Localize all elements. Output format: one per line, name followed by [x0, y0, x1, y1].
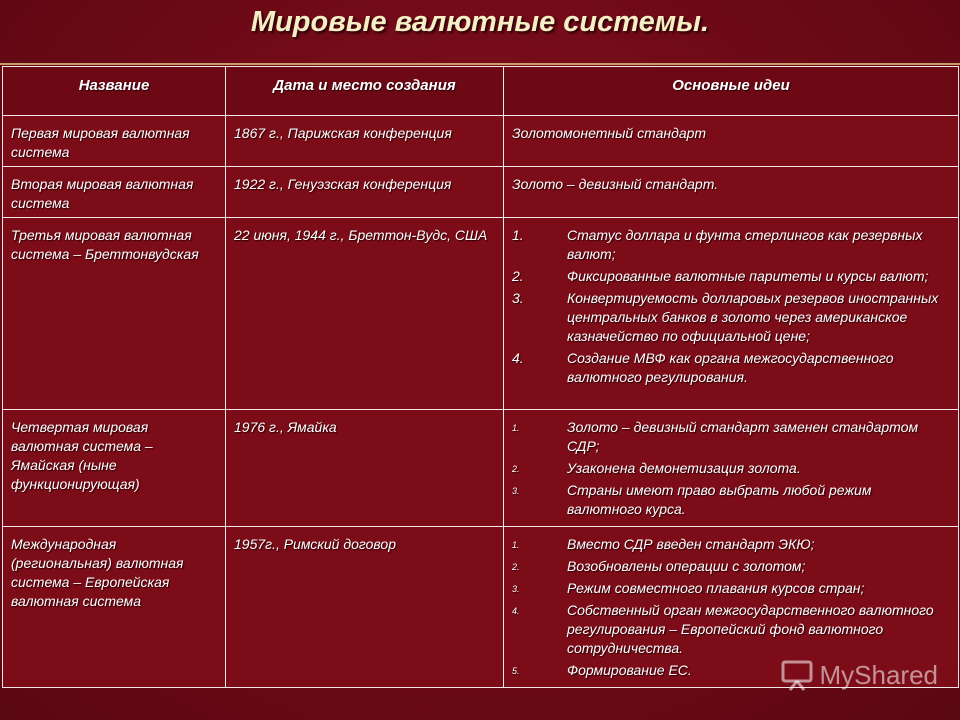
row-date: 22 июня, 1944 г., Бреттон-Вудс, США	[226, 218, 504, 410]
list-item	[512, 418, 950, 456]
list-item-number: 1.	[512, 423, 520, 433]
list-item	[512, 289, 950, 346]
list-item-text: Золото – девизный стандарт заменен стандартом СДР;	[567, 419, 919, 454]
list-item-number: 4.	[512, 606, 520, 616]
list-item-text: Собственный орган межгосударственного валютного регулирования – Европейский фонд валютного сотрудничества.	[567, 602, 934, 656]
list-item-text: Фиксированные валютные паритеты и курсы валют;	[567, 268, 929, 284]
list-item	[512, 481, 950, 519]
list-item-number: 1.	[512, 227, 524, 243]
page-title: Мировые валютные системы.	[250, 6, 710, 38]
list-item	[512, 535, 950, 554]
list-item-number: 3.	[512, 584, 520, 594]
list-item	[512, 226, 950, 264]
list-item-text: Формирование ЕС.	[567, 662, 692, 678]
list-item-text: Возобновлены операции с золотом;	[567, 558, 806, 574]
row-ideas	[504, 410, 959, 527]
row-date: 1976 г., Ямайка	[226, 410, 504, 527]
list-item-text: Конвертируемость долларовых резервов иностранных центральных банков в золото через американское казначейство по официальной цене;	[567, 290, 939, 344]
list-item-text: Узаконена демонетизация золота.	[567, 460, 801, 476]
list-item-text: Статус доллара и фунта стерлингов как резервных валют;	[567, 227, 923, 262]
list-item-number: 2.	[512, 268, 524, 284]
list-item-number: 3.	[512, 290, 524, 306]
list-item	[512, 557, 950, 576]
list-item-number: 2.	[512, 464, 520, 474]
watermark	[780, 658, 939, 692]
row-idea: Золото – девизный стандарт.	[504, 167, 959, 218]
currency-systems-table	[2, 66, 959, 688]
list-item	[512, 267, 950, 286]
table-row	[3, 218, 959, 410]
list-item-text: Режим совместного плавания курсов стран;	[567, 580, 865, 596]
list-item-number: 2.	[512, 562, 520, 572]
ideas-list	[512, 418, 950, 519]
list-item	[512, 349, 950, 387]
watermark-text: MyShared	[819, 659, 938, 690]
list-item-number: 1.	[512, 540, 520, 550]
row-idea: Золотомонетный стандарт	[504, 116, 959, 167]
list-item-text: Создание МВФ как органа межгосударственного валютного регулирования.	[567, 350, 894, 385]
row-name: Третья мировая валютная система – Бреттонвудская	[3, 218, 226, 410]
list-item-number: 4.	[512, 350, 524, 366]
header-name: Название	[3, 67, 226, 116]
row-name: Международная (региональная) валютная система – Европейская валютная система	[3, 527, 226, 688]
row-date: 1957г., Римский договор	[226, 527, 504, 688]
list-item-text: Вместо СДР введен стандарт ЭКЮ;	[567, 536, 815, 552]
table-row	[3, 167, 959, 218]
row-name: Первая мировая валютная система	[3, 116, 226, 167]
presentation-board-icon	[780, 658, 814, 692]
list-item	[512, 579, 950, 598]
row-date: 1922 г., Генуэзская конференция	[226, 167, 504, 218]
title-divider	[0, 63, 960, 65]
list-item-number: 5.	[512, 666, 520, 676]
table-row	[3, 116, 959, 167]
row-name: Вторая мировая валютная система	[3, 167, 226, 218]
header-date: Дата и место создания	[226, 67, 504, 116]
row-date: 1867 г., Парижская конференция	[226, 116, 504, 167]
list-item	[512, 459, 950, 478]
list-item-text: Страны имеют право выбрать любой режим валютного курса.	[567, 482, 872, 517]
table-header-row	[3, 67, 959, 116]
row-ideas	[504, 218, 959, 410]
list-item	[512, 601, 950, 658]
table-row	[3, 410, 959, 527]
list-item-number: 3.	[512, 486, 520, 496]
row-name: Четвертая мировая валютная система – Ямайская (ныне функционирующая)	[3, 410, 226, 527]
ideas-list	[512, 226, 950, 387]
header-ideas: Основные идеи	[504, 67, 959, 116]
